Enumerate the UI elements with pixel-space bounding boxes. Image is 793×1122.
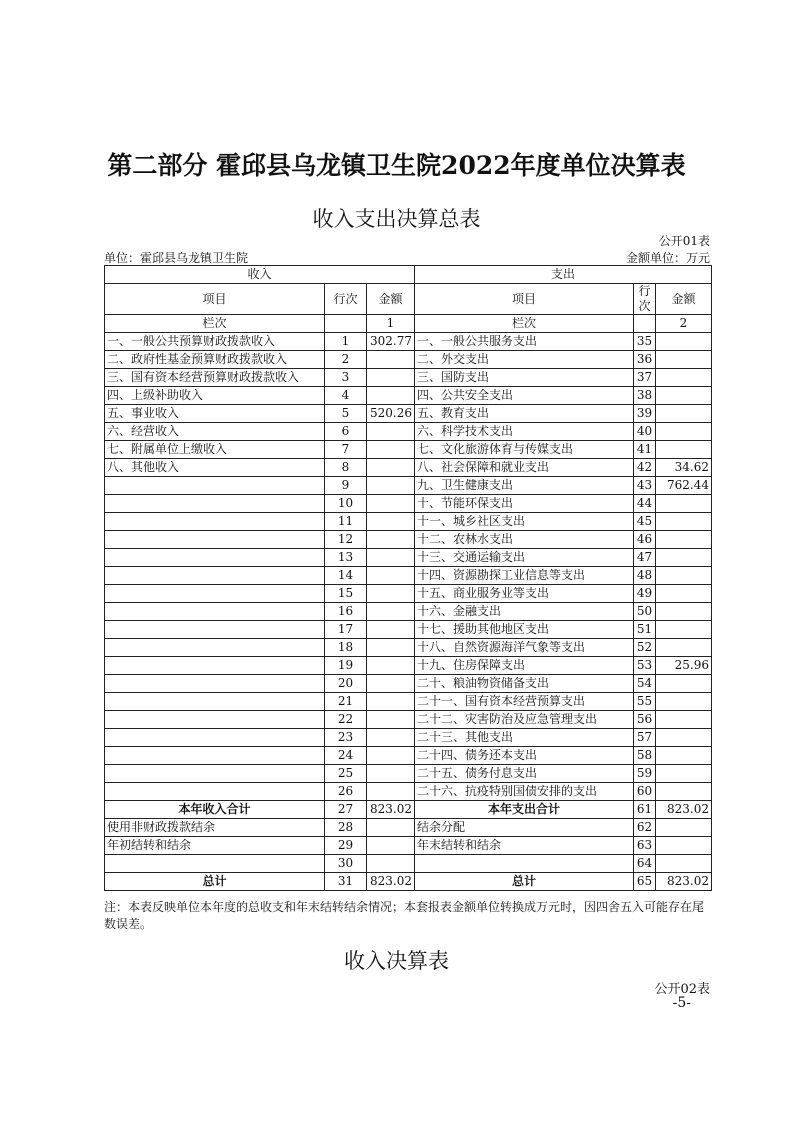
- expense-row-no: 37: [634, 369, 656, 387]
- expense-lanci: 栏次: [415, 315, 634, 333]
- expense-row-no: 40: [634, 423, 656, 441]
- income-item: [105, 549, 325, 567]
- income-amount: [367, 369, 415, 387]
- income-amount: [367, 657, 415, 675]
- income-row-no: 5: [325, 405, 367, 423]
- expense-row-no: 55: [634, 693, 656, 711]
- expense-row-no: 57: [634, 729, 656, 747]
- expense-amount: [656, 711, 712, 729]
- expense-amount-header: 金额: [656, 284, 712, 315]
- expense-amount: [656, 603, 712, 621]
- income-item: 年初结转和结余: [105, 837, 325, 855]
- income-item: [105, 657, 325, 675]
- expense-row-no: 60: [634, 783, 656, 801]
- expense-item: 二、外交支出: [415, 351, 634, 369]
- income-row-no: 15: [325, 585, 367, 603]
- expense-item: 二十六、抗疫特别国债安排的支出: [415, 783, 634, 801]
- table-row: [105, 459, 712, 477]
- expense-item: 一、一般公共服务支出: [415, 333, 634, 351]
- income-row-no: 16: [325, 603, 367, 621]
- income-amount: [367, 639, 415, 657]
- expense-row-no: 41: [634, 441, 656, 459]
- expense-row-no: 63: [634, 837, 656, 855]
- section-header-row: [105, 266, 712, 284]
- expense-lanci-row: [634, 315, 656, 333]
- expense-amount: [656, 639, 712, 657]
- expense-amount: 25.96: [656, 657, 712, 675]
- income-row-no: 6: [325, 423, 367, 441]
- income-item: [105, 675, 325, 693]
- grand-total-row: [105, 873, 712, 891]
- expense-row-no: 50: [634, 603, 656, 621]
- income-row-no: 17: [325, 621, 367, 639]
- table-row: [105, 423, 712, 441]
- expense-item: 十二、农林水支出: [415, 531, 634, 549]
- income-amount: 302.77: [367, 333, 415, 351]
- table-row: [105, 477, 712, 495]
- income-row-no: 14: [325, 567, 367, 585]
- expense-item: 十五、商业服务业等支出: [415, 585, 634, 603]
- table-title: 收入支出决算总表: [312, 207, 481, 231]
- table-note: 注：本表反映单位本年度的总收支和年末结转结余情况；本套报表金额单位转换成万元时，因四舍五入可能存在尾数误差。: [104, 900, 705, 931]
- expense-row-header-text: 行 次: [638, 284, 651, 313]
- expense-item-header: 项目: [415, 284, 634, 315]
- income-item: [105, 783, 325, 801]
- income-item: [105, 693, 325, 711]
- income-amount: [367, 819, 415, 837]
- table-row: [105, 675, 712, 693]
- income-amount: [367, 675, 415, 693]
- table-row: [105, 837, 712, 855]
- income-item: 五、事业收入: [105, 405, 325, 423]
- expense-row-no: 58: [634, 747, 656, 765]
- expense-amount: [656, 495, 712, 513]
- income-amount: [367, 765, 415, 783]
- expense-amount: [656, 333, 712, 351]
- expense-amount: [656, 855, 712, 873]
- expense-item: 五、教育支出: [415, 405, 634, 423]
- income-amount: [367, 621, 415, 639]
- expense-amount: [656, 405, 712, 423]
- income-amount: [367, 729, 415, 747]
- income-row-no: 11: [325, 513, 367, 531]
- expense-amount: [656, 765, 712, 783]
- income-row-no: 20: [325, 675, 367, 693]
- expense-row-no: 53: [634, 657, 656, 675]
- expense-item: 十六、金融支出: [415, 603, 634, 621]
- income-item: 二、政府性基金预算财政拨款收入: [105, 351, 325, 369]
- expense-amount: [656, 693, 712, 711]
- expense-row-no: 54: [634, 675, 656, 693]
- income-amount: 520.26: [367, 405, 415, 423]
- expense-item: 十七、援助其他地区支出: [415, 621, 634, 639]
- income-item: [105, 765, 325, 783]
- income-row-no: 30: [325, 855, 367, 873]
- income-amount-header: 金额: [367, 284, 415, 315]
- table-row: [105, 333, 712, 351]
- grand-income-total: 823.02: [367, 873, 415, 891]
- income-item: [105, 747, 325, 765]
- income-row-no: 4: [325, 387, 367, 405]
- expense-row-no: 36: [634, 351, 656, 369]
- table-row: [105, 369, 712, 387]
- expense-item: 二十五、债务付息支出: [415, 765, 634, 783]
- table-row: [105, 765, 712, 783]
- expense-amount: [656, 621, 712, 639]
- expense-row-no: 46: [634, 531, 656, 549]
- lanci-row: [105, 315, 712, 333]
- expense-amount: [656, 549, 712, 567]
- income-row-no: 23: [325, 729, 367, 747]
- expense-amount: [656, 441, 712, 459]
- income-item: [105, 603, 325, 621]
- expense-row-no: 56: [634, 711, 656, 729]
- table-row: [105, 783, 712, 801]
- expense-item: 十三、交通运输支出: [415, 549, 634, 567]
- grand-expense-total: 823.02: [656, 873, 712, 891]
- expense-item: 二十、粮油物资储备支出: [415, 675, 634, 693]
- income-item: 一、一般公共预算财政拨款收入: [105, 333, 325, 351]
- expense-amount: 34.62: [656, 459, 712, 477]
- income-amount: [367, 837, 415, 855]
- expense-item: 八、社会保障和就业支出: [415, 459, 634, 477]
- income-amount: [367, 477, 415, 495]
- expense-amount: [656, 747, 712, 765]
- expense-item: 四、公共安全支出: [415, 387, 634, 405]
- income-item: [105, 477, 325, 495]
- income-lanci-no: 1: [367, 315, 415, 333]
- year-total-row: [105, 801, 712, 819]
- table-row: [105, 657, 712, 675]
- expense-item: 十八、自然资源海洋气象等支出: [415, 639, 634, 657]
- expense-row-no: 51: [634, 621, 656, 639]
- income-row-no: 18: [325, 639, 367, 657]
- grand-expense-total-row-no: 65: [634, 873, 656, 891]
- table-row: [105, 513, 712, 531]
- expense-item: [415, 855, 634, 873]
- income-amount: [367, 747, 415, 765]
- page-number: -5-: [672, 995, 691, 1011]
- table-row: [105, 639, 712, 657]
- income-item: [105, 621, 325, 639]
- income-amount: [367, 441, 415, 459]
- table-row: [105, 729, 712, 747]
- expense-amount: [656, 675, 712, 693]
- expense-item: 三、国防支出: [415, 369, 634, 387]
- table-row: [105, 567, 712, 585]
- expense-row-no: 44: [634, 495, 656, 513]
- grand-expense-total-label: 总计: [415, 873, 634, 891]
- expense-lanci-no: 2: [656, 315, 712, 333]
- income-row-no: 28: [325, 819, 367, 837]
- expense-row-no: 48: [634, 567, 656, 585]
- income-item: [105, 585, 325, 603]
- expense-item: 二十二、灾害防治及应急管理支出: [415, 711, 634, 729]
- income-item: [105, 855, 325, 873]
- income-row-no: 2: [325, 351, 367, 369]
- table-row: [105, 441, 712, 459]
- income-item-header: 项目: [105, 284, 325, 315]
- page-title: 第二部分 霍邱县乌龙镇卫生院2022年度单位决算表: [107, 151, 686, 180]
- income-row-no: 22: [325, 711, 367, 729]
- year-expense-total: 823.02: [656, 801, 712, 819]
- table2-code: 公开02表: [654, 982, 710, 997]
- expense-amount: [656, 585, 712, 603]
- income-amount: [367, 567, 415, 585]
- income-lanci-row: [325, 315, 367, 333]
- expense-item: 六、科学技术支出: [415, 423, 634, 441]
- income-amount: [367, 459, 415, 477]
- table-row: [105, 495, 712, 513]
- income-row-no: 19: [325, 657, 367, 675]
- expense-row-no: 49: [634, 585, 656, 603]
- income-item: [105, 531, 325, 549]
- income-row-no: 9: [325, 477, 367, 495]
- grand-income-total-label: 总计: [105, 873, 325, 891]
- expense-row-no: 45: [634, 513, 656, 531]
- table-row: [105, 819, 712, 837]
- expense-amount: 762.44: [656, 477, 712, 495]
- income-amount: [367, 783, 415, 801]
- income-item: 七、附属单位上缴收入: [105, 441, 325, 459]
- expense-row-no: 35: [634, 333, 656, 351]
- expense-amount: [656, 369, 712, 387]
- expense-item: 十、节能环保支出: [415, 495, 634, 513]
- income-item: 八、其他收入: [105, 459, 325, 477]
- expense-row-no: 39: [634, 405, 656, 423]
- income-row-no: 26: [325, 783, 367, 801]
- income-amount: [367, 693, 415, 711]
- income-item: [105, 729, 325, 747]
- year-income-total: 823.02: [367, 801, 415, 819]
- income-amount: [367, 423, 415, 441]
- expense-item: 二十三、其他支出: [415, 729, 634, 747]
- expense-item: 年末结转和结余: [415, 837, 634, 855]
- expense-amount: [656, 819, 712, 837]
- expense-row-no: 52: [634, 639, 656, 657]
- income-amount: [367, 549, 415, 567]
- expense-section-header: 支出: [415, 266, 712, 284]
- expense-row-no: 62: [634, 819, 656, 837]
- table2-title: 收入决算表: [344, 949, 449, 973]
- income-item: 使用非财政拨款结余: [105, 819, 325, 837]
- income-item: [105, 639, 325, 657]
- expense-row-no: 43: [634, 477, 656, 495]
- expense-amount: [656, 837, 712, 855]
- grand-income-total-row-no: 31: [325, 873, 367, 891]
- income-row-no: 21: [325, 693, 367, 711]
- expense-item: 结余分配: [415, 819, 634, 837]
- expense-row-no: 42: [634, 459, 656, 477]
- expense-row-no: 47: [634, 549, 656, 567]
- table-code: 公开01表: [658, 234, 710, 248]
- expense-item: 十四、资源勘探工业信息等支出: [415, 567, 634, 585]
- table-row: [105, 387, 712, 405]
- income-item: 三、国有资本经营预算财政拨款收入: [105, 369, 325, 387]
- income-amount: [367, 585, 415, 603]
- column-header-row: [105, 284, 712, 315]
- expense-item: 十九、住房保障支出: [415, 657, 634, 675]
- expense-amount: [656, 567, 712, 585]
- expense-item: 十一、城乡社区支出: [415, 513, 634, 531]
- expense-amount: [656, 513, 712, 531]
- income-row-no: 29: [325, 837, 367, 855]
- income-row-header: 行次: [325, 284, 367, 315]
- income-item: [105, 567, 325, 585]
- income-amount: [367, 513, 415, 531]
- unit-label: 单位：霍邱县乌龙镇卫生院: [104, 251, 249, 265]
- income-amount: [367, 387, 415, 405]
- expense-amount: [656, 423, 712, 441]
- summary-table: [104, 265, 712, 891]
- income-section-header: 收入: [105, 266, 415, 284]
- money-unit-label: 金额单位：万元: [625, 251, 710, 265]
- income-row-no: 24: [325, 747, 367, 765]
- income-row-no: 1: [325, 333, 367, 351]
- table-row: [105, 531, 712, 549]
- table-row: [105, 747, 712, 765]
- income-row-no: 13: [325, 549, 367, 567]
- income-row-no: 7: [325, 441, 367, 459]
- income-row-no: 12: [325, 531, 367, 549]
- income-amount: [367, 495, 415, 513]
- income-row-no: 25: [325, 765, 367, 783]
- year-expense-total-row-no: 61: [634, 801, 656, 819]
- expense-item: 七、文化旅游体育与传媒支出: [415, 441, 634, 459]
- expense-row-no: 38: [634, 387, 656, 405]
- income-item: 六、经营收入: [105, 423, 325, 441]
- expense-item: 九、卫生健康支出: [415, 477, 634, 495]
- table-row: [105, 549, 712, 567]
- expense-item: 二十四、债务还本支出: [415, 747, 634, 765]
- income-amount: [367, 351, 415, 369]
- expense-amount: [656, 351, 712, 369]
- expense-row-no: 64: [634, 855, 656, 873]
- income-item: [105, 495, 325, 513]
- year-income-total-row-no: 27: [325, 801, 367, 819]
- table-row: [105, 855, 712, 873]
- table-row: [105, 351, 712, 369]
- expense-amount: [656, 387, 712, 405]
- table-row: [105, 585, 712, 603]
- table-row: [105, 603, 712, 621]
- income-item: 四、上级补助收入: [105, 387, 325, 405]
- income-item: [105, 513, 325, 531]
- income-amount: [367, 855, 415, 873]
- year-expense-total-label: 本年支出合计: [415, 801, 634, 819]
- income-row-no: 3: [325, 369, 367, 387]
- income-amount: [367, 711, 415, 729]
- table-row: [105, 693, 712, 711]
- expense-row-no: 59: [634, 765, 656, 783]
- income-row-no: 10: [325, 495, 367, 513]
- year-income-total-label: 本年收入合计: [105, 801, 325, 819]
- expense-amount: [656, 729, 712, 747]
- income-amount: [367, 603, 415, 621]
- expense-amount: [656, 531, 712, 549]
- income-amount: [367, 531, 415, 549]
- table-row: [105, 711, 712, 729]
- income-item: [105, 711, 325, 729]
- income-row-no: 8: [325, 459, 367, 477]
- table-row: [105, 621, 712, 639]
- expense-row-header: [634, 284, 656, 315]
- income-lanci: 栏次: [105, 315, 325, 333]
- table-row: [105, 405, 712, 423]
- expense-item: 二十一、国有资本经营预算支出: [415, 693, 634, 711]
- expense-amount: [656, 783, 712, 801]
